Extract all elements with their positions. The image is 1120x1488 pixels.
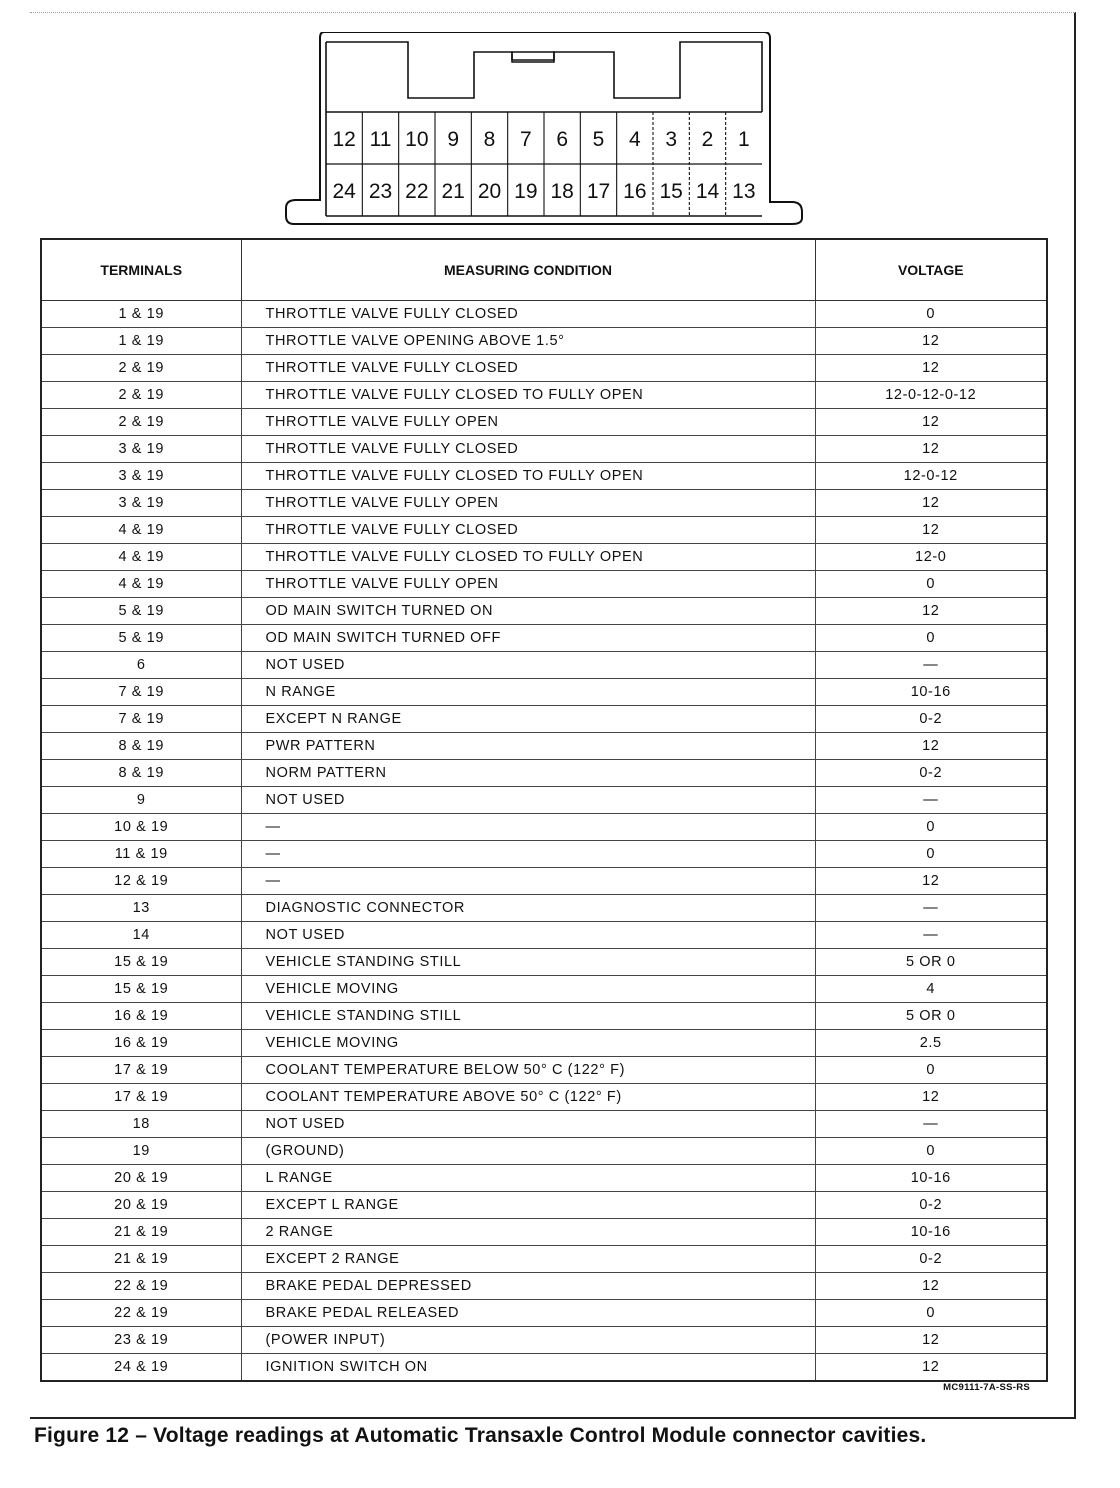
condition-cell: NORM PATTERN bbox=[241, 760, 815, 787]
voltage-cell: 2.5 bbox=[815, 1030, 1047, 1057]
terminals-cell: 5 & 19 bbox=[41, 598, 241, 625]
cavity-number: 24 bbox=[332, 180, 356, 203]
table-row bbox=[41, 490, 1047, 517]
voltage-cell: 12-0-12 bbox=[815, 463, 1047, 490]
cavity-number: 19 bbox=[514, 180, 538, 203]
voltage-cell: 10-16 bbox=[815, 1219, 1047, 1246]
condition-cell: THROTTLE VALVE FULLY CLOSED bbox=[241, 355, 815, 382]
condition-cell: THROTTLE VALVE FULLY CLOSED TO FULLY OPEN bbox=[241, 382, 815, 409]
terminals-cell: 22 & 19 bbox=[41, 1300, 241, 1327]
terminals-cell: 15 & 19 bbox=[41, 976, 241, 1003]
table-header-row bbox=[41, 239, 1047, 301]
condition-cell: VEHICLE MOVING bbox=[241, 976, 815, 1003]
condition-cell: PWR PATTERN bbox=[241, 733, 815, 760]
cavity-number: 14 bbox=[695, 180, 720, 203]
condition-cell: (POWER INPUT) bbox=[241, 1327, 815, 1354]
condition-cell: THROTTLE VALVE FULLY CLOSED TO FULLY OPEN bbox=[241, 544, 815, 571]
table-row bbox=[41, 1246, 1047, 1273]
table-row bbox=[41, 1138, 1047, 1165]
terminals-cell: 19 bbox=[41, 1138, 241, 1165]
voltage-cell: — bbox=[815, 922, 1047, 949]
table-row bbox=[41, 706, 1047, 733]
condition-cell: — bbox=[241, 814, 815, 841]
voltage-cell: 0 bbox=[815, 301, 1047, 328]
voltage-cell: 12-0-12-0-12 bbox=[815, 382, 1047, 409]
voltage-cell: 0 bbox=[815, 1300, 1047, 1327]
table-row bbox=[41, 517, 1047, 544]
voltage-cell: 0 bbox=[815, 1138, 1047, 1165]
condition-cell: THROTTLE VALVE FULLY CLOSED bbox=[241, 436, 815, 463]
cavity-number: 15 bbox=[659, 180, 683, 203]
voltage-cell: 12 bbox=[815, 436, 1047, 463]
condition-cell: OD MAIN SWITCH TURNED ON bbox=[241, 598, 815, 625]
table-row bbox=[41, 1327, 1047, 1354]
cavity-number: 18 bbox=[550, 180, 574, 203]
condition-cell: DIAGNOSTIC CONNECTOR bbox=[241, 895, 815, 922]
table-row bbox=[41, 760, 1047, 787]
cavity-number: 11 bbox=[369, 128, 392, 151]
condition-cell: VEHICLE MOVING bbox=[241, 1030, 815, 1057]
cavity-number: 20 bbox=[477, 180, 502, 203]
terminals-cell: 23 & 19 bbox=[41, 1327, 241, 1354]
voltage-cell: 0 bbox=[815, 625, 1047, 652]
cavity-number: 12 bbox=[332, 128, 356, 151]
terminals-cell: 3 & 19 bbox=[41, 490, 241, 517]
voltage-cell: 12 bbox=[815, 328, 1047, 355]
cavity-number: 17 bbox=[586, 180, 611, 203]
connector-diagram bbox=[284, 32, 804, 232]
voltage-cell: 0-2 bbox=[815, 1192, 1047, 1219]
table-row bbox=[41, 733, 1047, 760]
table-row bbox=[41, 841, 1047, 868]
condition-cell: OD MAIN SWITCH TURNED OFF bbox=[241, 625, 815, 652]
table-row bbox=[41, 895, 1047, 922]
voltage-cell: — bbox=[815, 1111, 1047, 1138]
voltage-cell: 0-2 bbox=[815, 706, 1047, 733]
table-row bbox=[41, 1084, 1047, 1111]
condition-cell: NOT USED bbox=[241, 652, 815, 679]
cavity-number: 10 bbox=[405, 128, 429, 151]
terminals-cell: 16 & 19 bbox=[41, 1030, 241, 1057]
voltage-cell: 12 bbox=[815, 733, 1047, 760]
figure-code: MC9111-7A-SS-RS bbox=[943, 1382, 1030, 1393]
table-row bbox=[41, 652, 1047, 679]
terminals-cell: 10 & 19 bbox=[41, 814, 241, 841]
cavity-number: 1 bbox=[737, 128, 750, 151]
condition-cell: EXCEPT 2 RANGE bbox=[241, 1246, 815, 1273]
voltage-cell: 5 OR 0 bbox=[815, 1003, 1047, 1030]
condition-cell: L RANGE bbox=[241, 1165, 815, 1192]
terminals-cell: 2 & 19 bbox=[41, 409, 241, 436]
table-row bbox=[41, 598, 1047, 625]
terminals-cell: 22 & 19 bbox=[41, 1273, 241, 1300]
condition-cell: NOT USED bbox=[241, 787, 815, 814]
voltage-table bbox=[40, 238, 1048, 1382]
table-row bbox=[41, 409, 1047, 436]
voltage-cell: 12 bbox=[815, 598, 1047, 625]
cavity-number: 5 bbox=[592, 128, 605, 151]
condition-cell: IGNITION SWITCH ON bbox=[241, 1354, 815, 1382]
cavity-number: 7 bbox=[519, 128, 532, 151]
voltage-cell: 10-16 bbox=[815, 679, 1047, 706]
condition-cell: VEHICLE STANDING STILL bbox=[241, 949, 815, 976]
terminals-cell: 17 & 19 bbox=[41, 1057, 241, 1084]
terminals-cell: 2 & 19 bbox=[41, 382, 241, 409]
condition-cell: COOLANT TEMPERATURE BELOW 50° C (122° F) bbox=[241, 1057, 815, 1084]
cavity-number: 9 bbox=[447, 128, 460, 151]
terminals-cell: 5 & 19 bbox=[41, 625, 241, 652]
voltage-cell: 12 bbox=[815, 517, 1047, 544]
table-row bbox=[41, 976, 1047, 1003]
voltage-cell: 12 bbox=[815, 1354, 1047, 1382]
table-row bbox=[41, 1273, 1047, 1300]
voltage-cell: 4 bbox=[815, 976, 1047, 1003]
voltage-cell: 12 bbox=[815, 355, 1047, 382]
table-row bbox=[41, 463, 1047, 490]
terminals-cell: 20 & 19 bbox=[41, 1192, 241, 1219]
table-row bbox=[41, 1165, 1047, 1192]
table-row bbox=[41, 301, 1047, 328]
cavity-number: 6 bbox=[556, 128, 569, 151]
cavity-number: 4 bbox=[628, 128, 641, 151]
table-row bbox=[41, 1003, 1047, 1030]
terminals-cell: 4 & 19 bbox=[41, 517, 241, 544]
condition-cell: THROTTLE VALVE FULLY CLOSED bbox=[241, 301, 815, 328]
voltage-cell: — bbox=[815, 895, 1047, 922]
terminals-cell: 24 & 19 bbox=[41, 1354, 241, 1382]
terminals-cell: 16 & 19 bbox=[41, 1003, 241, 1030]
table-row bbox=[41, 1192, 1047, 1219]
table-row bbox=[41, 355, 1047, 382]
table-row bbox=[41, 544, 1047, 571]
table-row bbox=[41, 436, 1047, 463]
terminals-cell: 11 & 19 bbox=[41, 841, 241, 868]
table-row bbox=[41, 1300, 1047, 1327]
cavity-number: 8 bbox=[483, 128, 496, 151]
terminals-cell: 7 & 19 bbox=[41, 679, 241, 706]
terminals-cell: 20 & 19 bbox=[41, 1165, 241, 1192]
voltage-cell: 0-2 bbox=[815, 760, 1047, 787]
voltage-cell: 12 bbox=[815, 490, 1047, 517]
voltage-cell: 12 bbox=[815, 868, 1047, 895]
cavity-number: 3 bbox=[665, 128, 678, 151]
cavity-number: 13 bbox=[732, 180, 756, 203]
voltage-cell: 0 bbox=[815, 841, 1047, 868]
terminals-cell: 8 & 19 bbox=[41, 760, 241, 787]
voltage-cell: 0 bbox=[815, 814, 1047, 841]
condition-cell: VEHICLE STANDING STILL bbox=[241, 1003, 815, 1030]
table-row bbox=[41, 1354, 1047, 1382]
terminals-cell: 3 & 19 bbox=[41, 463, 241, 490]
condition-cell: THROTTLE VALVE FULLY OPEN bbox=[241, 409, 815, 436]
table-row bbox=[41, 1057, 1047, 1084]
voltage-cell: 12 bbox=[815, 1084, 1047, 1111]
figure-caption: Figure 12 – Voltage readings at Automatic Transaxle Control Module connector cavities. bbox=[34, 1424, 927, 1447]
table-row bbox=[41, 814, 1047, 841]
terminals-cell: 9 bbox=[41, 787, 241, 814]
condition-cell: COOLANT TEMPERATURE ABOVE 50° C (122° F) bbox=[241, 1084, 815, 1111]
terminals-cell: 15 & 19 bbox=[41, 949, 241, 976]
voltage-header: VOLTAGE bbox=[815, 239, 1047, 301]
voltage-cell: 12 bbox=[815, 1327, 1047, 1354]
terminals-cell: 13 bbox=[41, 895, 241, 922]
table-row bbox=[41, 1111, 1047, 1138]
voltage-cell: — bbox=[815, 652, 1047, 679]
condition-cell: (GROUND) bbox=[241, 1138, 815, 1165]
voltage-cell: 5 OR 0 bbox=[815, 949, 1047, 976]
condition-cell: NOT USED bbox=[241, 922, 815, 949]
terminals-cell: 12 & 19 bbox=[41, 868, 241, 895]
condition-header: MEASURING CONDITION bbox=[241, 239, 815, 301]
table-row bbox=[41, 787, 1047, 814]
condition-cell: 2 RANGE bbox=[241, 1219, 815, 1246]
table-row bbox=[41, 328, 1047, 355]
voltage-cell: 10-16 bbox=[815, 1165, 1047, 1192]
condition-cell: — bbox=[241, 841, 815, 868]
table-row bbox=[41, 571, 1047, 598]
condition-cell: THROTTLE VALVE OPENING ABOVE 1.5° bbox=[241, 328, 815, 355]
voltage-cell: 0 bbox=[815, 571, 1047, 598]
cavity-number: 22 bbox=[405, 180, 429, 203]
voltage-cell: 12 bbox=[815, 409, 1047, 436]
terminals-cell: 8 & 19 bbox=[41, 733, 241, 760]
terminals-cell: 21 & 19 bbox=[41, 1246, 241, 1273]
terminals-cell: 2 & 19 bbox=[41, 355, 241, 382]
table-row bbox=[41, 949, 1047, 976]
terminals-cell: 17 & 19 bbox=[41, 1084, 241, 1111]
cavity-number: 16 bbox=[623, 180, 647, 203]
terminals-cell: 6 bbox=[41, 652, 241, 679]
table-row bbox=[41, 679, 1047, 706]
condition-cell: — bbox=[241, 868, 815, 895]
cavity-number: 21 bbox=[441, 180, 465, 203]
terminals-cell: 3 & 19 bbox=[41, 436, 241, 463]
condition-cell: THROTTLE VALVE FULLY OPEN bbox=[241, 571, 815, 598]
terminals-cell: 1 & 19 bbox=[41, 328, 241, 355]
table-row bbox=[41, 1219, 1047, 1246]
condition-cell: THROTTLE VALVE FULLY CLOSED TO FULLY OPEN bbox=[241, 463, 815, 490]
condition-cell: THROTTLE VALVE FULLY CLOSED bbox=[241, 517, 815, 544]
table-row bbox=[41, 868, 1047, 895]
condition-cell: EXCEPT N RANGE bbox=[241, 706, 815, 733]
cavity-number: 2 bbox=[701, 128, 714, 151]
condition-cell: N RANGE bbox=[241, 679, 815, 706]
table-row bbox=[41, 1030, 1047, 1057]
terminals-cell: 1 & 19 bbox=[41, 301, 241, 328]
voltage-cell: — bbox=[815, 787, 1047, 814]
terminals-cell: 7 & 19 bbox=[41, 706, 241, 733]
terminals-cell: 4 & 19 bbox=[41, 544, 241, 571]
table-row bbox=[41, 382, 1047, 409]
condition-cell: BRAKE PEDAL RELEASED bbox=[241, 1300, 815, 1327]
voltage-cell: 0 bbox=[815, 1057, 1047, 1084]
terminals-cell: 14 bbox=[41, 922, 241, 949]
terminals-header: TERMINALS bbox=[41, 239, 241, 301]
voltage-cell: 12 bbox=[815, 1273, 1047, 1300]
condition-cell: EXCEPT L RANGE bbox=[241, 1192, 815, 1219]
table-row bbox=[41, 625, 1047, 652]
terminals-cell: 21 & 19 bbox=[41, 1219, 241, 1246]
condition-cell: NOT USED bbox=[241, 1111, 815, 1138]
voltage-cell: 12-0 bbox=[815, 544, 1047, 571]
terminals-cell: 4 & 19 bbox=[41, 571, 241, 598]
condition-cell: BRAKE PEDAL DEPRESSED bbox=[241, 1273, 815, 1300]
table-row bbox=[41, 922, 1047, 949]
condition-cell: THROTTLE VALVE FULLY OPEN bbox=[241, 490, 815, 517]
voltage-cell: 0-2 bbox=[815, 1246, 1047, 1273]
cavity-number: 23 bbox=[368, 180, 393, 203]
terminals-cell: 18 bbox=[41, 1111, 241, 1138]
